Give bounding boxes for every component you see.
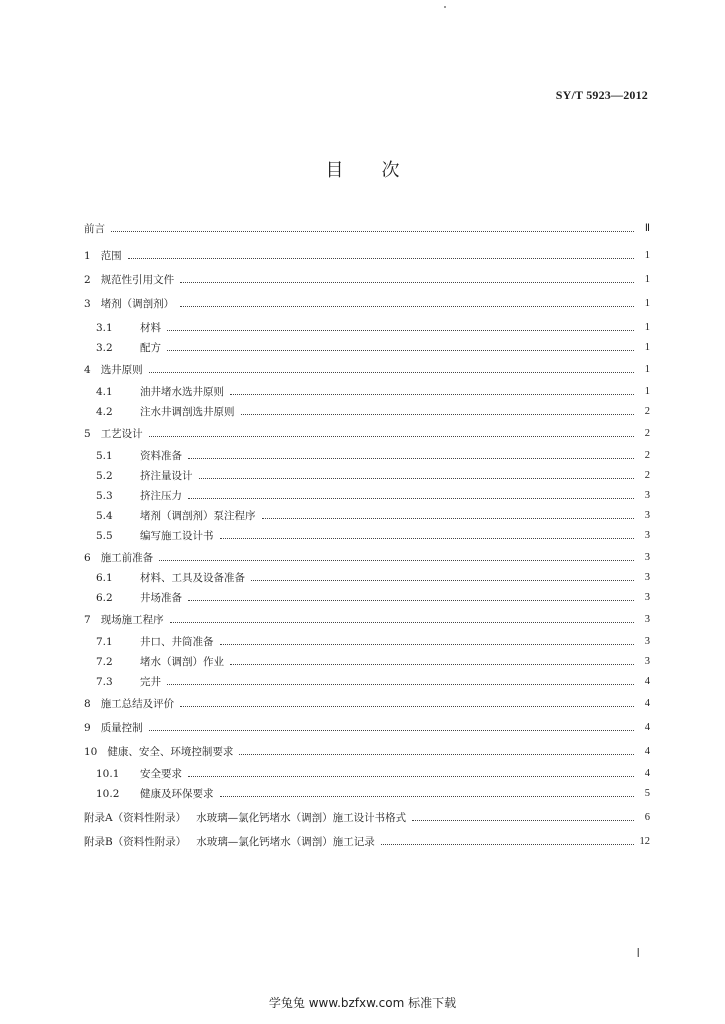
toc-leader-dots: [111, 231, 634, 232]
toc-entry-title: 健康及环保要求: [140, 788, 214, 800]
toc-entry[interactable]: [96, 765, 650, 781]
toc-entry-page: 4: [644, 768, 650, 779]
toc-entry-page: 3: [644, 636, 650, 647]
toc-entry-title: 工艺设计: [100, 428, 143, 440]
toc-entry-number: 6.2: [96, 592, 113, 604]
toc-leader-dots: [241, 414, 635, 415]
toc-entry-page: 2: [644, 406, 650, 417]
toc-entry-number: 5: [84, 428, 91, 440]
page-number: Ⅰ: [636, 946, 640, 960]
scan-speck: [444, 6, 446, 8]
toc-entry[interactable]: [96, 633, 650, 649]
toc-entry-title: 材料、工具及设备准备: [140, 572, 245, 584]
toc-entry[interactable]: [84, 695, 650, 711]
toc-entry-page: 1: [644, 364, 650, 375]
toc-entry-title: 范围: [100, 250, 122, 262]
toc-entry-title: 现场施工程序: [100, 614, 164, 626]
toc-entry-title: 配方: [140, 342, 161, 354]
toc-entry-page: 3: [644, 656, 650, 667]
toc-entry[interactable]: [96, 507, 650, 523]
toc-entry[interactable]: [96, 673, 650, 689]
toc-entry-page: 5: [644, 788, 650, 799]
toc-entry-page: 3: [644, 592, 650, 603]
standard-code: SY/T 5923—2012: [555, 88, 648, 102]
toc-entry-page: 3: [644, 530, 650, 541]
toc-entry-page: 2: [644, 450, 650, 461]
toc-entry-number: 6.1: [96, 572, 113, 584]
toc-leader-dots: [170, 622, 634, 623]
toc-entry-page: 6: [644, 812, 650, 823]
toc-entry[interactable]: [84, 361, 650, 377]
toc-leader-dots: [188, 498, 634, 499]
toc-entry-number: 6: [84, 552, 91, 564]
toc-entry[interactable]: [84, 295, 650, 311]
toc-entry-page: 4: [644, 676, 650, 687]
toc-entry-page: 3: [644, 552, 650, 563]
toc-leader-dots: [149, 730, 634, 731]
page-title: 目次: [325, 160, 438, 181]
toc-entry-page: 4: [644, 698, 650, 709]
toc-entry-number: 5.4: [96, 510, 113, 522]
toc-entry-number: 3.2: [96, 342, 113, 354]
toc-entry-number: 10.2: [96, 788, 120, 800]
toc-entry[interactable]: [84, 271, 650, 287]
toc-entry[interactable]: [96, 589, 650, 605]
toc-leader-dots: [188, 600, 634, 601]
toc-entry[interactable]: [96, 447, 650, 463]
toc-entry-title: 水玻璃—氯化钙堵水（调剖）施工设计书格式: [196, 812, 407, 824]
toc-entry-title: 水玻璃—氯化钙堵水（调剖）施工记录: [196, 836, 375, 848]
toc-leader-dots: [220, 644, 635, 645]
toc-entry-title: 材料: [140, 322, 161, 334]
toc-entry-page: 12: [639, 836, 650, 847]
toc-leader-dots: [149, 372, 634, 373]
toc-entry[interactable]: [96, 319, 650, 335]
toc-leader-dots: [381, 844, 634, 845]
toc-entry-title: 质量控制: [100, 722, 143, 734]
toc-entry-page: 3: [644, 510, 650, 521]
toc-entry-title: 注水井调剖选井原则: [140, 406, 235, 418]
toc-entry-title: 井场准备: [140, 592, 182, 604]
toc-entry[interactable]: [96, 403, 650, 419]
toc-leader-dots: [180, 306, 634, 307]
toc-entry-number: 7: [84, 614, 91, 626]
toc-entry-page: 1: [644, 342, 650, 353]
toc-entry-number: 1: [84, 250, 91, 262]
toc-entry-title: 堵剂（调剖剂）: [100, 298, 175, 310]
toc-entry[interactable]: [96, 339, 650, 355]
toc-entry-number: 附录A（资料性附录）: [84, 812, 187, 824]
toc-entry-number: 8: [84, 698, 91, 710]
toc-entry-title: 堵水（调剖）作业: [140, 656, 224, 668]
toc-entry[interactable]: [96, 383, 650, 399]
toc-entry[interactable]: [84, 743, 650, 759]
toc-entry-number: 9: [84, 722, 91, 734]
toc-leader-dots: [128, 258, 634, 259]
toc-entry-number: 2: [84, 274, 91, 286]
toc-entry[interactable]: [96, 569, 650, 585]
toc-leader-dots: [180, 706, 634, 707]
toc-leader-dots: [167, 350, 634, 351]
toc-entry-title: 油井堵水选井原则: [140, 386, 224, 398]
toc-entry[interactable]: [84, 809, 650, 825]
toc-entry-title: 堵剂（调剖剂）泵注程序: [140, 510, 256, 522]
toc-leader-dots: [239, 754, 634, 755]
toc-leader-dots: [262, 518, 635, 519]
toc-leader-dots: [230, 394, 634, 395]
toc-entry[interactable]: [96, 467, 650, 483]
toc-entry-number: 3.1: [96, 322, 113, 334]
toc-leader-dots: [188, 458, 634, 459]
toc-leader-dots: [188, 776, 634, 777]
toc-leader-dots: [159, 560, 634, 561]
toc-entry-number: 7.3: [96, 676, 113, 688]
toc-leader-dots: [220, 796, 635, 797]
toc-entry[interactable]: [96, 785, 650, 801]
toc-leader-dots: [167, 330, 634, 331]
toc-entry-number: 7.2: [96, 656, 113, 668]
toc-entry[interactable]: [96, 527, 650, 543]
toc-entry-title: 井口、井筒准备: [140, 636, 214, 648]
toc-entry-title: 规范性引用文件: [100, 274, 175, 286]
toc-entry[interactable]: [84, 549, 650, 565]
toc-leader-dots: [199, 478, 635, 479]
toc-entry-page: 3: [644, 614, 650, 625]
toc-entry[interactable]: [84, 425, 650, 441]
toc-entry-page: 1: [644, 322, 650, 333]
toc-entry-page: 3: [644, 490, 650, 501]
toc-entry-page: 2: [644, 428, 650, 439]
toc-entry-title: 前言: [84, 223, 105, 235]
toc-leader-dots: [149, 436, 634, 437]
toc-entry-number: 10.1: [96, 768, 120, 780]
toc-entry-title: 资料准备: [140, 450, 182, 462]
toc-entry-number: 附录B（资料性附录）: [84, 836, 187, 848]
toc-entry-page: 1: [644, 250, 650, 261]
toc-entry-number: 3: [84, 298, 91, 310]
toc-leader-dots: [167, 684, 634, 685]
toc-entry-number: 5.1: [96, 450, 113, 462]
toc-entry-number: 5.3: [96, 490, 113, 502]
toc-entry-number: 5.5: [96, 530, 113, 542]
toc-leader-dots: [251, 580, 634, 581]
toc-entry-number: 10: [84, 746, 98, 758]
toc-entry-number: 7.1: [96, 636, 113, 648]
toc-entry-number: 4: [84, 364, 91, 376]
toc-entry-title: 选井原则: [100, 364, 143, 376]
toc-entry-number: 4.2: [96, 406, 113, 418]
toc-entry-page: 4: [644, 722, 650, 733]
toc-entry[interactable]: [84, 719, 650, 735]
toc-leader-dots: [220, 538, 635, 539]
toc-entry-page: 1: [644, 386, 650, 397]
toc-leader-dots: [412, 820, 634, 821]
toc-entry-title: 编写施工设计书: [140, 530, 214, 542]
toc-entry[interactable]: [84, 220, 650, 236]
toc-entry-title: 健康、安全、环境控制要求: [107, 746, 234, 758]
toc-entry-title: 施工总结及评价: [100, 698, 175, 710]
toc-entry-page: 1: [644, 274, 650, 285]
watermark-text: 学兔兔 www.bzfxw.com 标准下载: [268, 996, 457, 1010]
toc-entry[interactable]: [96, 487, 650, 503]
toc-leader-dots: [180, 282, 634, 283]
toc-entry-title: 安全要求: [140, 768, 182, 780]
toc-entry-page: 2: [644, 470, 650, 481]
toc-entry[interactable]: [84, 833, 650, 849]
toc-entry-number: 4.1: [96, 386, 113, 398]
toc-entry[interactable]: [96, 653, 650, 669]
toc-entry-title: 挤注压力: [140, 490, 182, 502]
toc-entry-title: 挤注量设计: [140, 470, 193, 482]
toc-entry[interactable]: [84, 247, 650, 263]
toc-entry-title: 施工前准备: [100, 552, 154, 564]
toc-entry[interactable]: [84, 611, 650, 627]
toc-entry-page: 3: [644, 572, 650, 583]
toc-entry-number: 5.2: [96, 470, 113, 482]
toc-leader-dots: [230, 664, 634, 665]
toc-entry-page: Ⅱ: [644, 223, 650, 234]
toc-entry-title: 完井: [140, 676, 161, 688]
toc-entry-page: 4: [644, 746, 650, 757]
toc-entry-page: 1: [644, 298, 650, 309]
